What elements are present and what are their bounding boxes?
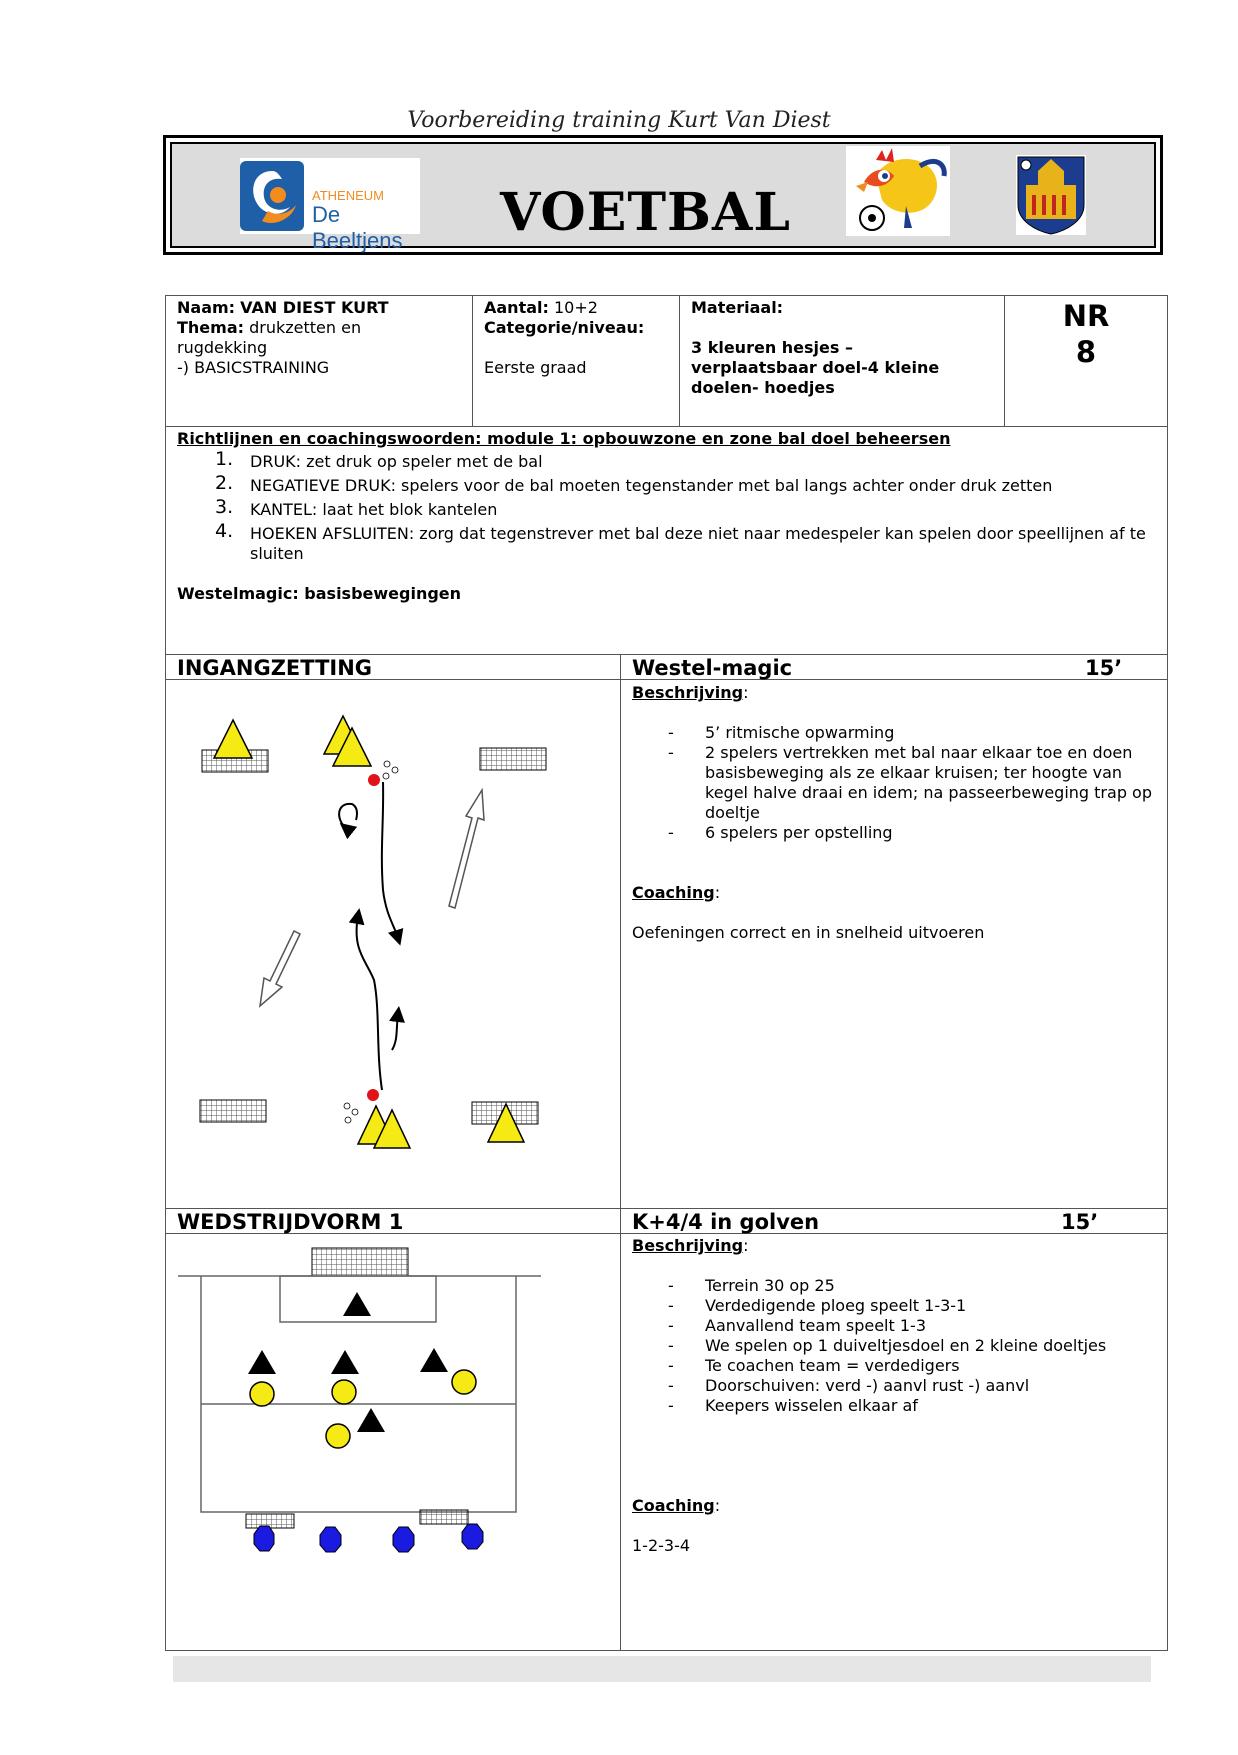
section2-duration: 15’ [1061, 1210, 1099, 1234]
document-header: Voorbereiding training Kurt Van Diest [407, 108, 831, 133]
school-logo [240, 158, 420, 253]
aantal-block [484, 298, 674, 378]
section1-beschrijving-list [632, 723, 1162, 843]
section1-diagram [166, 680, 620, 1208]
thema-extra: -) BASICSTRAINING [177, 358, 330, 377]
richtlijnen-list [177, 448, 1162, 564]
goal [480, 748, 546, 770]
section2-text: Beschrijving: - Terrein 30 op 25 - Verdedigende ploeg speelt 1-3-1 - Aanvallend team speelt 1-3 - We spelen op 1 duiveltjesdoel en 2 kleine doeltjes - Te coachen team = verdedigers - Doorschuiven: verd -) aanvl rust -) aanvl - Keepers wisselen elkaar af Coaching: 1-2-3-4 [632, 1236, 1162, 1556]
goal [200, 1100, 266, 1122]
section2-diagram [166, 1234, 620, 1650]
materiaal-block [691, 298, 981, 398]
coaching-label: Coaching [632, 1496, 715, 1515]
list-number: 2. [215, 472, 234, 494]
categorie-value: Eerste graad [484, 358, 587, 377]
materiaal-label: Materiaal: [691, 298, 784, 317]
player-black [331, 1350, 359, 1374]
westelmagic-note: Westelmagic: basisbewegingen [177, 584, 462, 603]
list-item: - Doorschuiven: verd -) aanvl rust -) aanvl [632, 1376, 1162, 1396]
player-black [343, 1292, 371, 1316]
list-text: zorg dat tegenstrever met bal deze niet naar medespeler kan spelen door speellijnen af te sluiten [250, 524, 1146, 563]
ball [367, 1089, 379, 1101]
banner-title: VOETBAL [500, 182, 791, 243]
player-black [357, 1408, 385, 1432]
turn-path [339, 804, 357, 828]
player-yellow [326, 1424, 350, 1448]
list-item: - Keepers wisselen elkaar af [632, 1396, 1162, 1416]
player-blue [393, 1527, 414, 1552]
section2-right-title: K+4/4 in golven [632, 1210, 820, 1234]
player-yellow [452, 1370, 476, 1394]
goal [312, 1248, 408, 1276]
list-number: 4. [215, 520, 234, 542]
list-text: spelers voor de bal moeten tegenstander met bal langs achter onder druk zetten [401, 476, 1053, 495]
coaching-label: Coaching [632, 883, 715, 902]
goal [246, 1514, 294, 1528]
list-number: 1. [215, 448, 234, 470]
list-label: KANTEL: [250, 500, 318, 519]
mini-balls [344, 761, 398, 1123]
list-number: 3. [215, 496, 234, 518]
list-item: - 6 spelers per opstelling [632, 823, 1162, 843]
list-item [177, 496, 1162, 520]
list-label: HOEKEN AFSLUITEN: [250, 524, 415, 543]
goal [420, 1510, 468, 1524]
section2-beschrijving-list [632, 1276, 1162, 1416]
aantal-label: Aantal: [484, 298, 549, 317]
naam-block [177, 298, 467, 378]
city-crest [1016, 155, 1086, 235]
richtlijnen-title: Richtlijnen en coachingswoorden: module 1: opbouwzone en zone bal doel beheersen [177, 429, 951, 448]
naam-label: Naam: [177, 298, 236, 317]
list-item: - 2 spelers vertrekken met bal naar elkaar toe en doen basisbeweging als ze elkaar kruisen; ter hoogte van kegel halve draai en idem; na passeerbeweging trap op doeltje [632, 743, 1162, 823]
section2-left-title: WEDSTRIJDVORM 1 [177, 1210, 404, 1234]
dribble-path [392, 1014, 398, 1050]
player-blue [320, 1527, 341, 1552]
nr-block [1004, 298, 1168, 370]
list-item [177, 448, 1162, 472]
beschrijving-label: Beschrijving [632, 1236, 744, 1255]
list-item: - 5’ ritmische opwarming [632, 723, 1162, 743]
naam-value: VAN DIEST KURT [240, 298, 389, 317]
beschrijving-label: Beschrijving [632, 683, 744, 702]
mascot-image [846, 146, 950, 236]
list-item: - Te coachen team = verdedigers [632, 1356, 1162, 1376]
player-yellow [332, 1380, 356, 1404]
logo-line1: ATHENEUM [312, 188, 384, 203]
ball [368, 774, 380, 786]
section1-text: Beschrijving: - 5’ ritmische opwarming - 2 spelers vertrekken met bal naar elkaar toe en doen basisbeweging als ze elkaar kruisen; ter hoogte van kegel halve draai en idem; na passeerbeweging trap op doeltje - 6 spelers per opstelling Coaching: Oefeningen correct en in snelheid uitvoeren [632, 683, 1162, 943]
crest-icon [1016, 155, 1086, 235]
section1-left-title: INGANGZETTING [177, 656, 373, 680]
list-text: zet druk op speler met de bal [306, 452, 543, 471]
player-blue [462, 1524, 483, 1549]
list-item [177, 472, 1162, 496]
nr-label: NR [1062, 299, 1110, 333]
list-item: - Terrein 30 op 25 [632, 1276, 1162, 1296]
richtlijnen-block [177, 429, 1162, 604]
nr-value: 8 [1075, 335, 1097, 369]
list-label: NEGATIEVE DRUK: [250, 476, 396, 495]
rooster-mascot-icon [846, 146, 950, 236]
list-label: DRUK: [250, 452, 302, 471]
section1-coaching: Oefeningen correct en in snelheid uitvoeren [632, 923, 985, 942]
player-black [420, 1348, 448, 1372]
pass-arrow [260, 931, 300, 1006]
section1-duration: 15’ [1085, 656, 1123, 680]
thema-value: drukzetten en rugdekking [177, 318, 362, 357]
logo-line2: De Beeltjens [312, 202, 403, 253]
cone [214, 720, 252, 758]
player-blue [254, 1526, 274, 1551]
section2-coaching: 1-2-3-4 [632, 1536, 691, 1555]
section1-right-title: Westel-magic [632, 656, 793, 680]
school-logo-icon [240, 161, 304, 231]
materiaal-value: 3 kleuren hesjes – verplaatsbaar doel-4 kleine doelen- hoedjes [691, 338, 940, 397]
categorie-label: Categorie/niveau: [484, 318, 645, 337]
player-yellow [250, 1382, 274, 1406]
dribble-path [357, 916, 382, 1090]
list-item: - We spelen op 1 duiveltjesdoel en 2 kleine doeltjes [632, 1336, 1162, 1356]
list-item: - Verdedigende ploeg speelt 1-3-1 [632, 1296, 1162, 1316]
pass-arrow [449, 790, 484, 908]
dribble-path [382, 782, 398, 938]
player-black [248, 1350, 276, 1374]
thema-label: Thema: [177, 318, 245, 337]
footer-bar [173, 1656, 1151, 1682]
list-item: - Aanvallend team speelt 1-3 [632, 1316, 1162, 1336]
aantal-value: 10+2 [554, 298, 598, 317]
list-item [177, 520, 1162, 564]
list-text: laat het blok kantelen [322, 500, 498, 519]
